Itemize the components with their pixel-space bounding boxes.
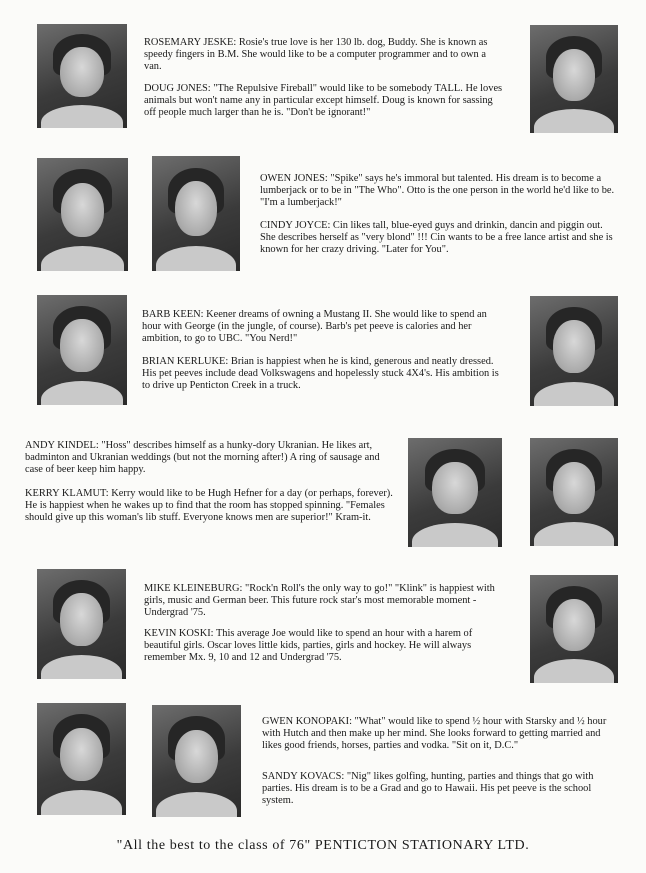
entry-owen-jones: OWEN JONES: "Spike" says he's immoral but talented. His dream is to become a lumberjack or to be in "The Who". Otto is the one person in the world he'd like to be. "I'm a lumberjack!" bbox=[260, 173, 615, 209]
portrait-owen-jones bbox=[37, 158, 128, 271]
portrait-gwen-konopaki bbox=[37, 703, 126, 815]
entry-cindy-joyce: CINDY JOYCE: Cin likes tall, blue-eyed guys and drinkin, dancin and piggin out. She describes herself as "very blond" !!! Cin wants to be a free lance artist and she is known for her crazy driving. "Later for You". bbox=[260, 220, 613, 256]
portrait-doug-jones bbox=[530, 25, 618, 133]
sponsor-footer: "All the best to the class of 76" PENTICTON STATIONARY LTD. bbox=[116, 838, 530, 853]
portrait-barb-keen bbox=[37, 295, 127, 405]
portrait-mike-kleineburg bbox=[37, 569, 126, 679]
portrait-brian-kerluke bbox=[530, 296, 618, 406]
portrait-kerry-klamut bbox=[530, 438, 618, 546]
entry-andy-kindel: ANDY KINDEL: "Hoss" describes himself as a hunky-dory Ukranian. He likes art, badminton and Ukranian weddings (but not the morning after!) A ring of sausage and case of beer keep him happy. bbox=[25, 440, 380, 476]
entry-gwen-konopaki: GWEN KONOPAKI: "What" would like to spend ½ hour with Starsky and ½ hour with Hutch and then make up her mind. She looks forward to getting married and likes good friends, horses, parties and vodka. "Sit on it, D.C." bbox=[262, 716, 607, 752]
portrait-andy-kindel bbox=[408, 438, 502, 547]
entry-kevin-koski: KEVIN KOSKI: This average Joe would like to spend an hour with a harem of beautiful girls. Oscar loves little kids, parties, girls and hockey. He will always remember Mx. 9, 10 and 12 and Undergrad '75. bbox=[144, 628, 473, 664]
entry-brian-kerluke: BRIAN KERLUKE: Brian is happiest when he is kind, generous and neatly dressed. His pet peeves include dead Volkswagens and hopelessly stuck 4X4's. His ambition is to drive up Penticton Creek in a truck. bbox=[142, 356, 499, 392]
entry-mike-kleineburg: MIKE KLEINEBURG: "Rock'n Roll's the only way to go!" "Klink" is happiest with girls, music and German beer. This future rock star's most memorable moment - Undergrad '75. bbox=[144, 583, 495, 619]
entry-sandy-kovacs: SANDY KOVACS: "Nig" likes golfing, hunting, parties and things that go with parties. His dream is to be a Grad and go to Hawaii. His pet peeve is the school system. bbox=[262, 771, 594, 807]
portrait-kevin-koski bbox=[530, 575, 618, 683]
portrait-sandy-kovacs bbox=[152, 705, 241, 817]
entry-kerry-klamut: KERRY KLAMUT: Kerry would like to be Hugh Hefner for a day (or perhaps, forever). He is happiest when he wakes up to find that the room has stopped spinning. "Females should give up this woman's lib stuff. Everyone knows men are superior!" Kram-it. bbox=[25, 488, 393, 524]
portrait-cindy-joyce bbox=[152, 156, 240, 271]
entry-barb-keen: BARB KEEN: Keener dreams of owning a Mustang II. She would like to spend an hour with George (in the jungle, of course). Barb's pet peeve is calories and her ambition, to go to UBC. "You Nerd!" bbox=[142, 309, 487, 345]
entry-doug-jones: DOUG JONES: "The Repulsive Fireball" would like to be somebody TALL. He loves animals but won't name any in particular except himself. Doug is known for sassing off people much larger than he is. "Don't be ignorant!" bbox=[144, 83, 503, 119]
entry-rosemary-jeske: ROSEMARY JESKE: Rosie's true love is her 130 lb. dog, Buddy. She is known as speedy fingers in B.M. She would like to be a computer programmer and to own a van. bbox=[144, 37, 488, 73]
portrait-rosemary-jeske bbox=[37, 24, 127, 128]
